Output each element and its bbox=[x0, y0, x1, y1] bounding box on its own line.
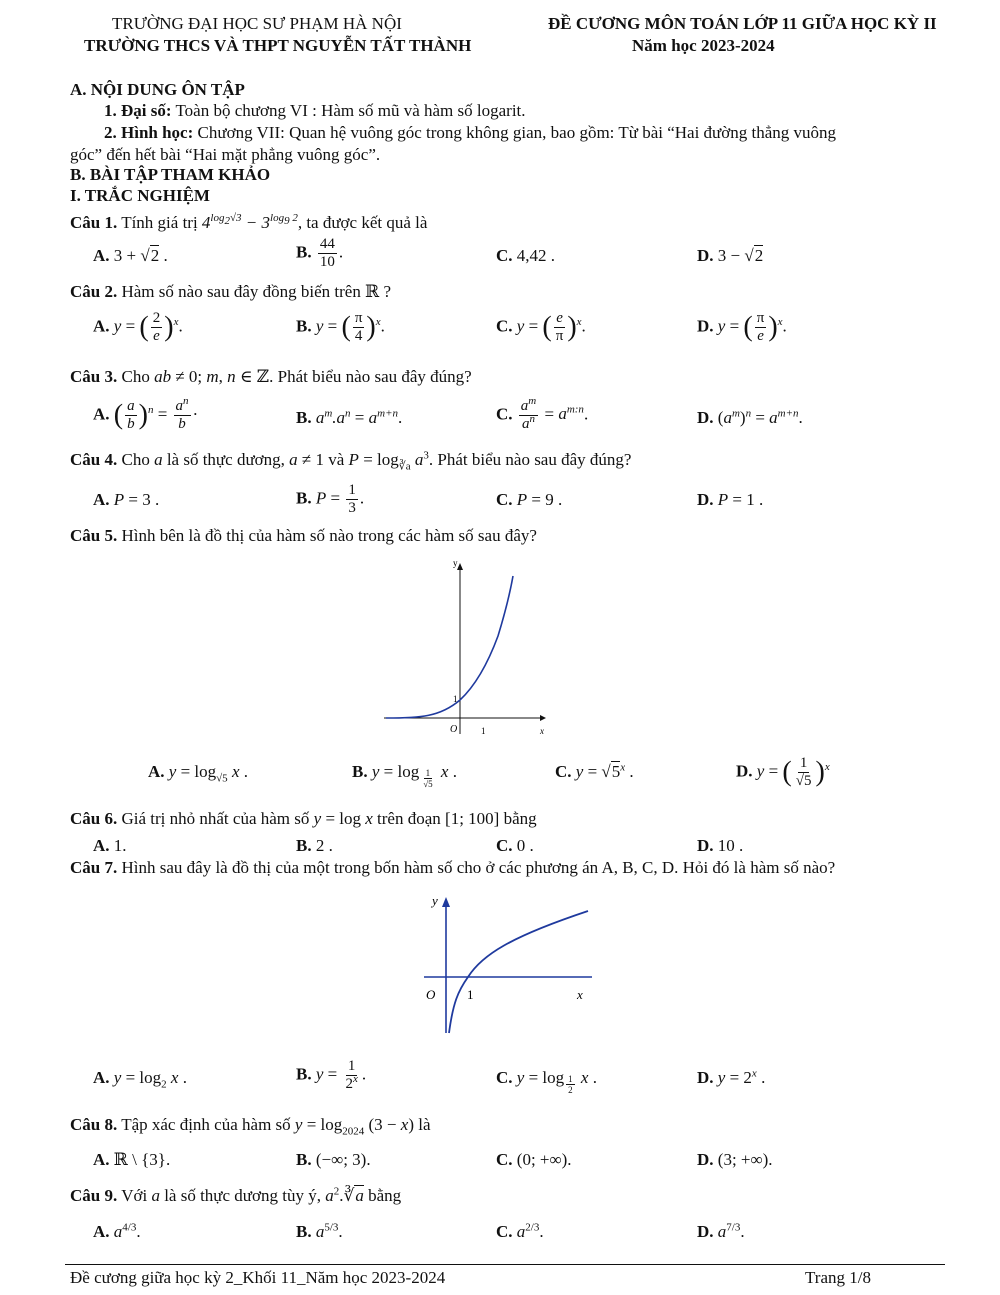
q1-option-a[interactable]: A. 3 + √2 . bbox=[93, 246, 168, 265]
q8-option-b[interactable]: B. (−∞; 3). bbox=[296, 1150, 371, 1169]
item2-text-continued: góc” đến hết bài “Hai mặt phẳng vuông góc”. bbox=[70, 145, 381, 164]
q4-option-c[interactable]: C. P = 9 . bbox=[496, 490, 563, 509]
question-8: Câu 8. Tập xác định của hàm số $y = \log_{2024} (3 - x)$ là bbox=[70, 1115, 431, 1138]
item1-text: Toàn bộ chương VI : Hàm số mũ và hàm số logarit. bbox=[175, 101, 526, 120]
q7-option-a[interactable]: A. $y = \log_2 x$ . bbox=[93, 1068, 187, 1091]
graph1-y-label: y bbox=[453, 558, 458, 568]
item2-label: 2. Hình học: bbox=[104, 123, 194, 142]
section-b-title: B. BÀI TẬP THAM KHẢO bbox=[70, 165, 271, 184]
q8-option-d[interactable]: D. (3; +∞). bbox=[697, 1150, 773, 1169]
q9-option-b[interactable]: B. $a^{5/3}$. bbox=[296, 1221, 343, 1241]
question-6: Câu 6. Giá trị nhỏ nhất của hàm số y = log x trên đoạn [1; 100] bằng bbox=[70, 809, 537, 828]
q1-option-d[interactable]: D. 3 − √2 bbox=[697, 246, 764, 265]
graph1-origin: O bbox=[450, 724, 458, 735]
q1-expression: $4^{log_2√3} - 3^{log_9 2}$ bbox=[201, 212, 298, 232]
graph2-origin: O bbox=[426, 987, 436, 1002]
question-9: Câu 9. Với a là số thực dương tùy ý, $a^2.∛a$ bằng bbox=[70, 1185, 402, 1205]
question-3: Câu 3. Cho ab ≠ 0; m, n ∈ ℤ. Phát biểu nào sau đây đúng? bbox=[70, 367, 472, 386]
q1-option-b[interactable]: B. $\frac{44}{10}$ . bbox=[296, 236, 344, 270]
item1-label: 1. Đại số: bbox=[104, 101, 172, 120]
q1-text-before: Tính giá trị bbox=[121, 213, 198, 232]
school-year: Năm học 2023-2024 bbox=[632, 36, 775, 55]
footer-left-text: Đề cương giữa học kỳ 2_Khối 11_Năm học 2023-2024 bbox=[70, 1268, 446, 1287]
q1-label: Câu 1. bbox=[70, 213, 118, 232]
q2-option-a[interactable]: A. y = ( $\frac{2}{e}$ )$^x$. bbox=[93, 310, 183, 344]
section-a-item2 bbox=[104, 123, 836, 143]
q4-option-b[interactable]: B. P = $\frac{1}{3}$ . bbox=[296, 482, 365, 516]
q6-option-c[interactable]: C. 0 . bbox=[496, 836, 534, 855]
q1-option-c[interactable]: C. 4,42 . bbox=[496, 246, 556, 265]
section-b-subtitle: I. TRẮC NGHIỆM bbox=[70, 186, 210, 205]
q9-option-d[interactable]: D. $a^{7/3}$. bbox=[697, 1221, 745, 1241]
q5-option-d[interactable]: D. y = ( $\frac{1}{√5}$ )$^x$ bbox=[736, 755, 830, 789]
section-a-title: A. NỘI DUNG ÔN TẬP bbox=[70, 80, 245, 99]
q7-option-d[interactable]: D. $y = 2^x$ . bbox=[697, 1067, 766, 1087]
question-7: Câu 7. Hình sau đây là đồ thị của một trong bốn hàm số cho ở các phương án A, B, C, D. Hỏi đó là hàm số nào? bbox=[70, 858, 836, 877]
school-name-line1: TRƯỜNG ĐẠI HỌC SƯ PHẠM HÀ NỘI bbox=[112, 14, 402, 33]
document-title: ĐỀ CƯƠNG MÔN TOÁN LỚP 11 GIỮA HỌC KỲ II bbox=[548, 14, 937, 33]
q6-option-b[interactable]: B. 2 . bbox=[296, 836, 333, 855]
q4-option-a[interactable]: A. P = 3 . bbox=[93, 490, 160, 509]
logarithm-graph bbox=[420, 893, 600, 1035]
graph2-y-label: y bbox=[432, 893, 438, 908]
q4-option-d[interactable]: D. P = 1 . bbox=[697, 490, 764, 509]
q2-option-c[interactable]: C. y = ( $\frac{e}{\pi}$ )$^x$. bbox=[496, 310, 586, 344]
q3-option-b[interactable]: B. $a^m.a^n = a^{m+n}$. bbox=[296, 407, 403, 427]
q9-option-a[interactable]: A. $a^{4/3}$. bbox=[93, 1221, 141, 1241]
q3-option-d[interactable]: D. $(a^m)^n = a^{m+n}$. bbox=[697, 407, 803, 427]
q5-option-a[interactable]: A. $y = \log_{√5} x$ . bbox=[148, 762, 248, 785]
q1-text-after: , ta được kết quả là bbox=[297, 213, 428, 232]
q7-option-b[interactable]: B. y = $\frac{1}{2^x}$ . bbox=[296, 1058, 367, 1092]
q5-option-c[interactable]: C. $y = √5^x$ . bbox=[555, 761, 634, 781]
graph1-tick-x: 1 bbox=[481, 726, 486, 736]
q8-option-a[interactable]: A. ℝ \ {3}. bbox=[93, 1150, 171, 1169]
q8-option-c[interactable]: C. (0; +∞). bbox=[496, 1150, 572, 1169]
q6-option-a[interactable]: A. 1. bbox=[93, 836, 127, 855]
q9-option-c[interactable]: C. $a^{2/3}$. bbox=[496, 1221, 544, 1241]
item2-text: Chương VII: Quan hệ vuông góc trong không gian, bao gồm: Từ bài “Hai đường thẳng vuông bbox=[197, 123, 837, 142]
graph1-x-label: x bbox=[540, 726, 544, 736]
question-5: Câu 5. Hình bên là đồ thị của hàm số nào trong các hàm số sau đây? bbox=[70, 526, 537, 545]
q3-option-c[interactable]: C. $\frac{a^m}{a^n}$ = $a^{m:n}$. bbox=[496, 395, 589, 432]
graph1-tick-y: 1 bbox=[453, 694, 458, 704]
q7-option-c[interactable]: C. y = log $_{\frac{1}{2}}$ x . bbox=[496, 1068, 597, 1096]
page-number: Trang 1/8 bbox=[805, 1268, 871, 1287]
school-name-line2: TRƯỜNG THCS VÀ THPT NGUYỄN TẤT THÀNH bbox=[84, 36, 472, 55]
q2-option-b[interactable]: B. y = ( $\frac{\pi}{4}$ )$^x$. bbox=[296, 310, 385, 344]
section-a-item1 bbox=[104, 101, 526, 121]
exponential-graph bbox=[380, 558, 550, 738]
q6-option-d[interactable]: D. 10 . bbox=[697, 836, 744, 855]
question-4: Câu 4. Cho a là số thực dương, a ≠ 1 và $P = \log_{∛a} a^3$. Phát biểu nào sau đây đúng? bbox=[70, 449, 632, 473]
q2-option-d[interactable]: D. y = ( $\frac{\pi}{e}$ )$^x$. bbox=[697, 310, 787, 344]
graph2-tick-x: 1 bbox=[467, 987, 474, 1002]
question-1 bbox=[70, 213, 427, 233]
question-2: Câu 2. Hàm số nào sau đây đồng biến trên ℝ ? bbox=[70, 282, 392, 301]
q3-option-a[interactable]: A. ( $\frac{a}{b}$ )$^n$ = $\frac{a^n}{b}$ · bbox=[93, 395, 199, 432]
graph2-x-label: x bbox=[577, 987, 583, 1002]
footer-divider bbox=[65, 1264, 945, 1265]
q5-option-b[interactable]: B. y = log $_{\frac{1}{√5}}$ x . bbox=[352, 762, 457, 790]
